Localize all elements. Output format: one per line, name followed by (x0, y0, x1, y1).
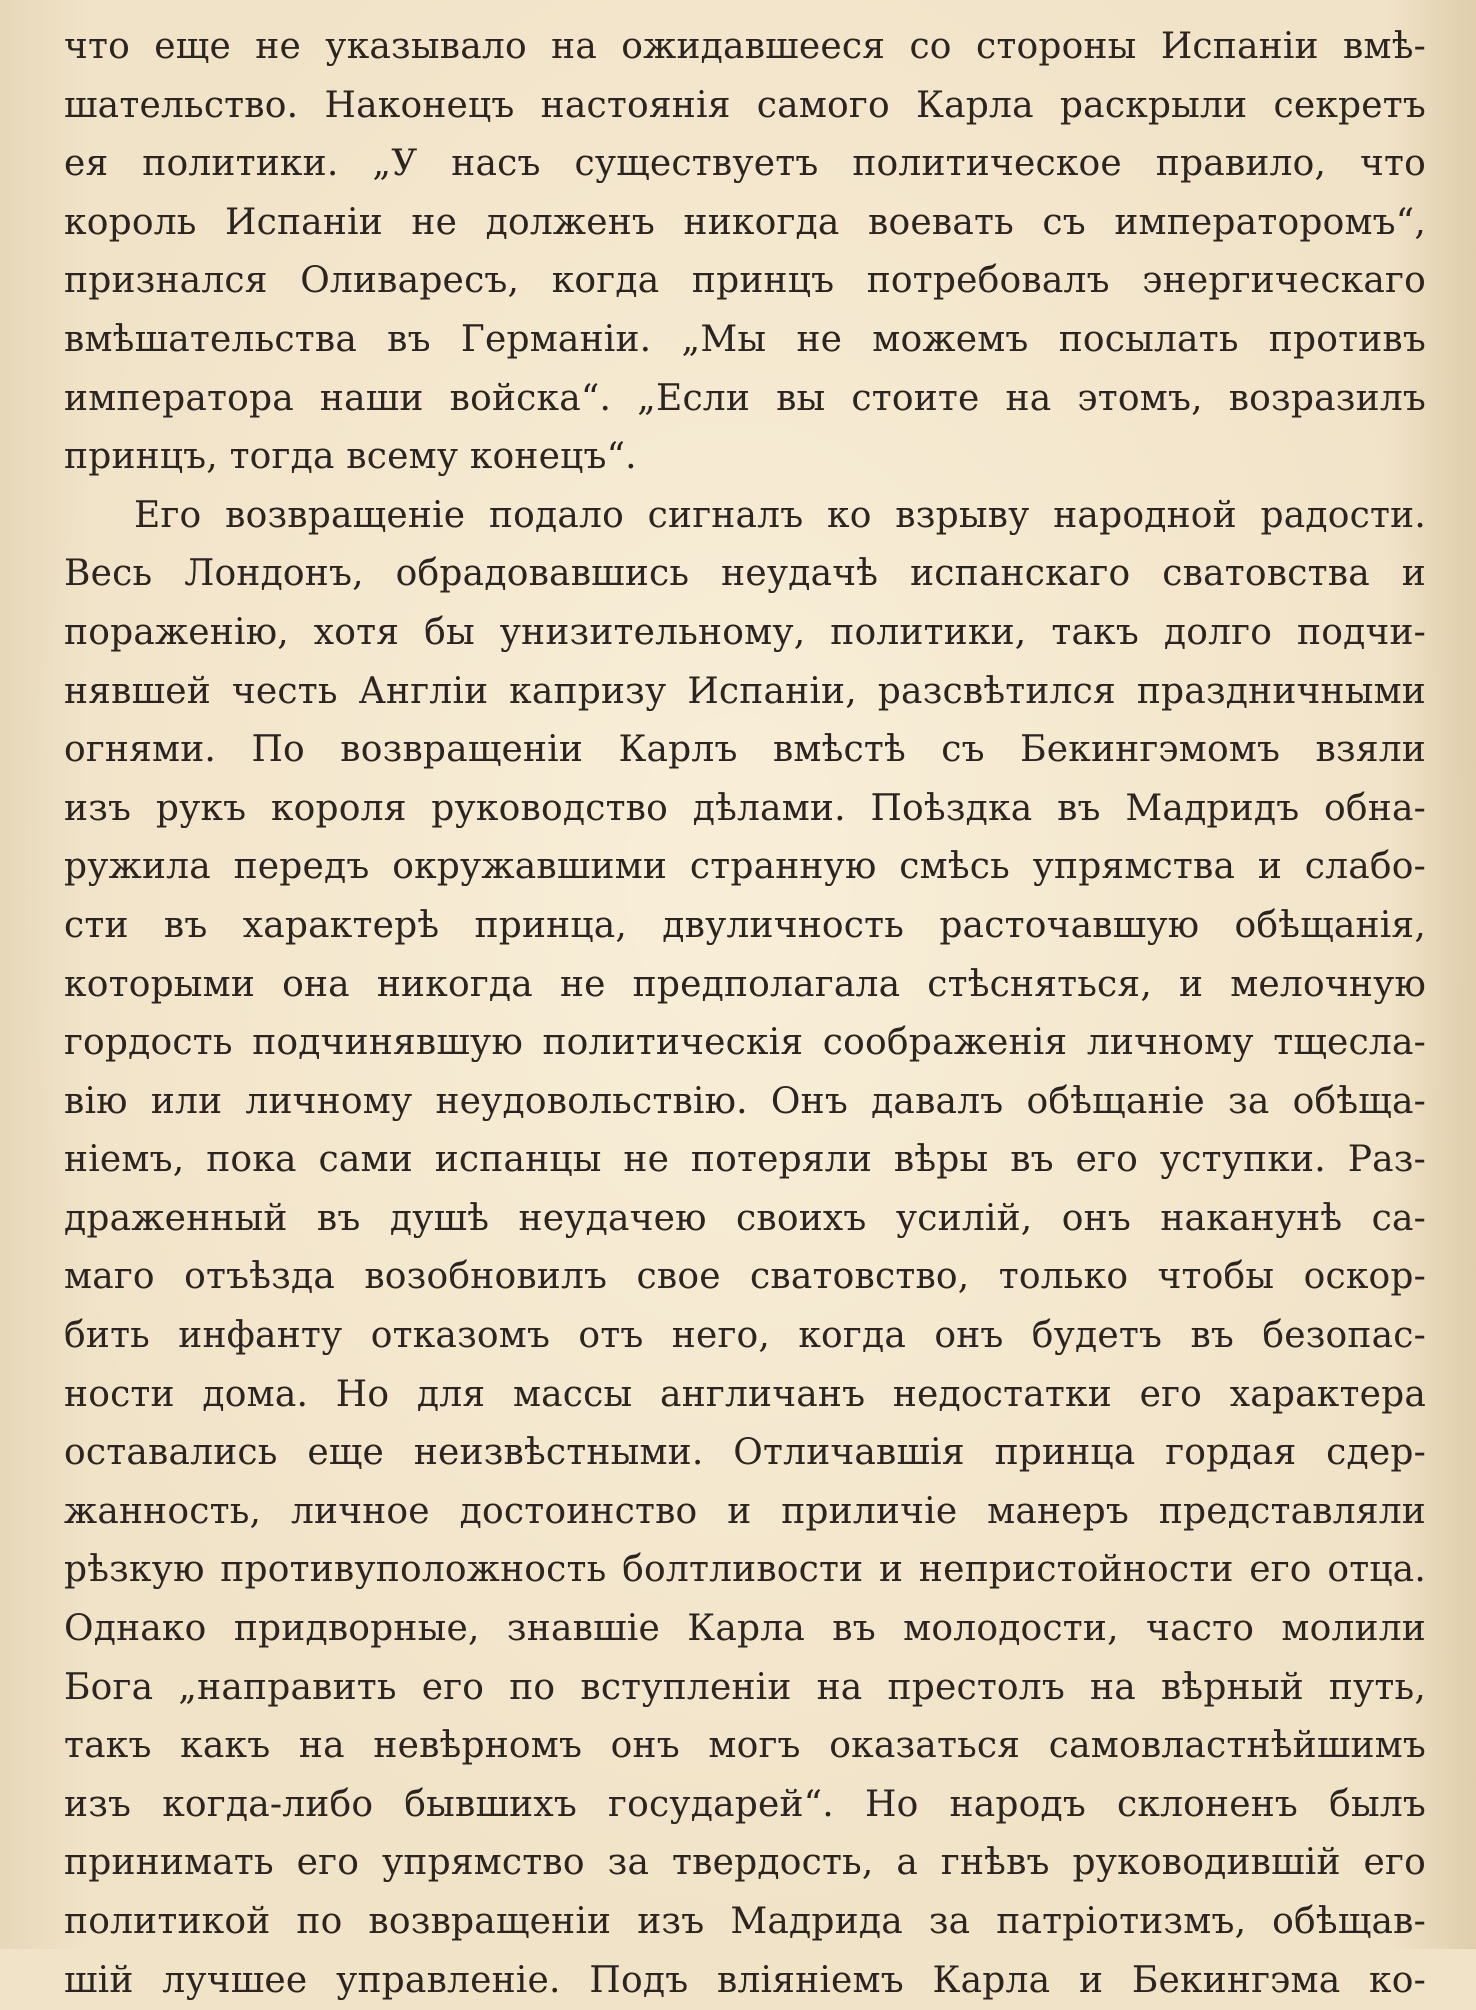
text-line: Однако придворные, знавшіе Карла въ молодости, часто молили (64, 1608, 1426, 1650)
text-line: вмѣшательства въ Германіи. „Мы не можемъ посылать противъ (64, 318, 1426, 360)
text-line: признался Оливаресъ, когда принцъ потребовалъ энергическаго (64, 260, 1426, 302)
text-line: шательство. Наконецъ настоянія самого Карла раскрыли секретъ (64, 84, 1426, 126)
text-line: вію или личному неудовольствію. Онъ давалъ обѣщаніе за обѣща- (64, 1080, 1426, 1122)
text-line: сти въ характерѣ принца, двуличность расточавшую обѣщанія, (64, 904, 1426, 946)
text-line: жанность, личное достоинство и приличіе манеръ представляли (64, 1490, 1426, 1532)
text-line: маго отъѣзда возобновилъ свое сватовство, только чтобы оскор- (64, 1256, 1426, 1298)
text-line: оставались еще неизвѣстными. Отличавшія принца гордая сдер- (64, 1432, 1426, 1474)
text-line: драженный въ душѣ неудачею своихъ усилій, онъ наканунѣ са- (64, 1197, 1426, 1239)
text-line: императора наши войска“. „Если вы стоите на этомъ, возразилъ (64, 377, 1426, 419)
text-line: пораженію, хотя бы унизительному, политики, такъ долго подчи- (64, 611, 1426, 653)
text-line: шій лучшее управленіе. Подъ вліяніемъ Карла и Бекингэма ко- (64, 1959, 1426, 2001)
page-text (64, 18, 1426, 2010)
text-line: такъ какъ на невѣрномъ онъ могъ оказаться самовластнѣйшимъ (64, 1725, 1426, 1767)
text-line: ніемъ, пока сами испанцы не потеряли вѣры въ его уступки. Раз- (64, 1139, 1426, 1181)
text-line: король Испаніи не долженъ никогда воевать съ императоромъ“, (64, 201, 1426, 243)
text-line: Бога „направить его по вступленіи на престолъ на вѣрный путь, (64, 1666, 1426, 1708)
text-line: Весь Лондонъ, обрадовавшись неудачѣ испанскаго сватовства и (64, 553, 1426, 595)
text-line: политикой по возвращеніи изъ Мадрида за патріотизмъ, обѣщав- (64, 1901, 1426, 1942)
text-line: ности дома. Но для массы англичанъ недостатки его характера (64, 1373, 1426, 1415)
text-line: огнями. По возвращеніи Карлъ вмѣстѣ съ Бекингэмомъ взяли (64, 729, 1426, 771)
text-line: ея политики. „У насъ существуетъ политическое правило, что (64, 143, 1426, 185)
text-line: которыми она никогда не предполагала стѣсняться, и мелочную (64, 963, 1426, 1005)
paragraph-start-line: Его возвращеніе подало сигналъ ко взрыву народной радости. (134, 494, 1426, 536)
text-line: принимать его упрямство за твердость, а гнѣвъ руководившій его (64, 1842, 1426, 1884)
text-line: изъ когда-либо бывшихъ государей“. Но народъ склоненъ былъ (64, 1783, 1426, 1825)
text-line: что еще не указывало на ожидавшееся со стороны Испаніи вмѣ- (64, 26, 1426, 67)
paragraph-end-line: принцъ, тогда всему конецъ“. (64, 436, 637, 478)
text-line: ружила передъ окружавшими странную смѣсь упрямства и слабо- (64, 846, 1426, 888)
text-line: бить инфанту отказомъ отъ него, когда онъ будетъ въ безопас- (64, 1315, 1426, 1357)
text-line: изъ рукъ короля руководство дѣлами. Поѣздка въ Мадридъ обна- (64, 787, 1426, 829)
text-line: нявшей честь Англіи капризу Испаніи, разсвѣтился праздничными (64, 670, 1426, 712)
text-line: рѣзкую противуположность болтливости и непристойности его отца. (64, 1549, 1426, 1591)
text-line: гордость подчинявшую политическія соображенія личному тщесла- (64, 1022, 1426, 1064)
